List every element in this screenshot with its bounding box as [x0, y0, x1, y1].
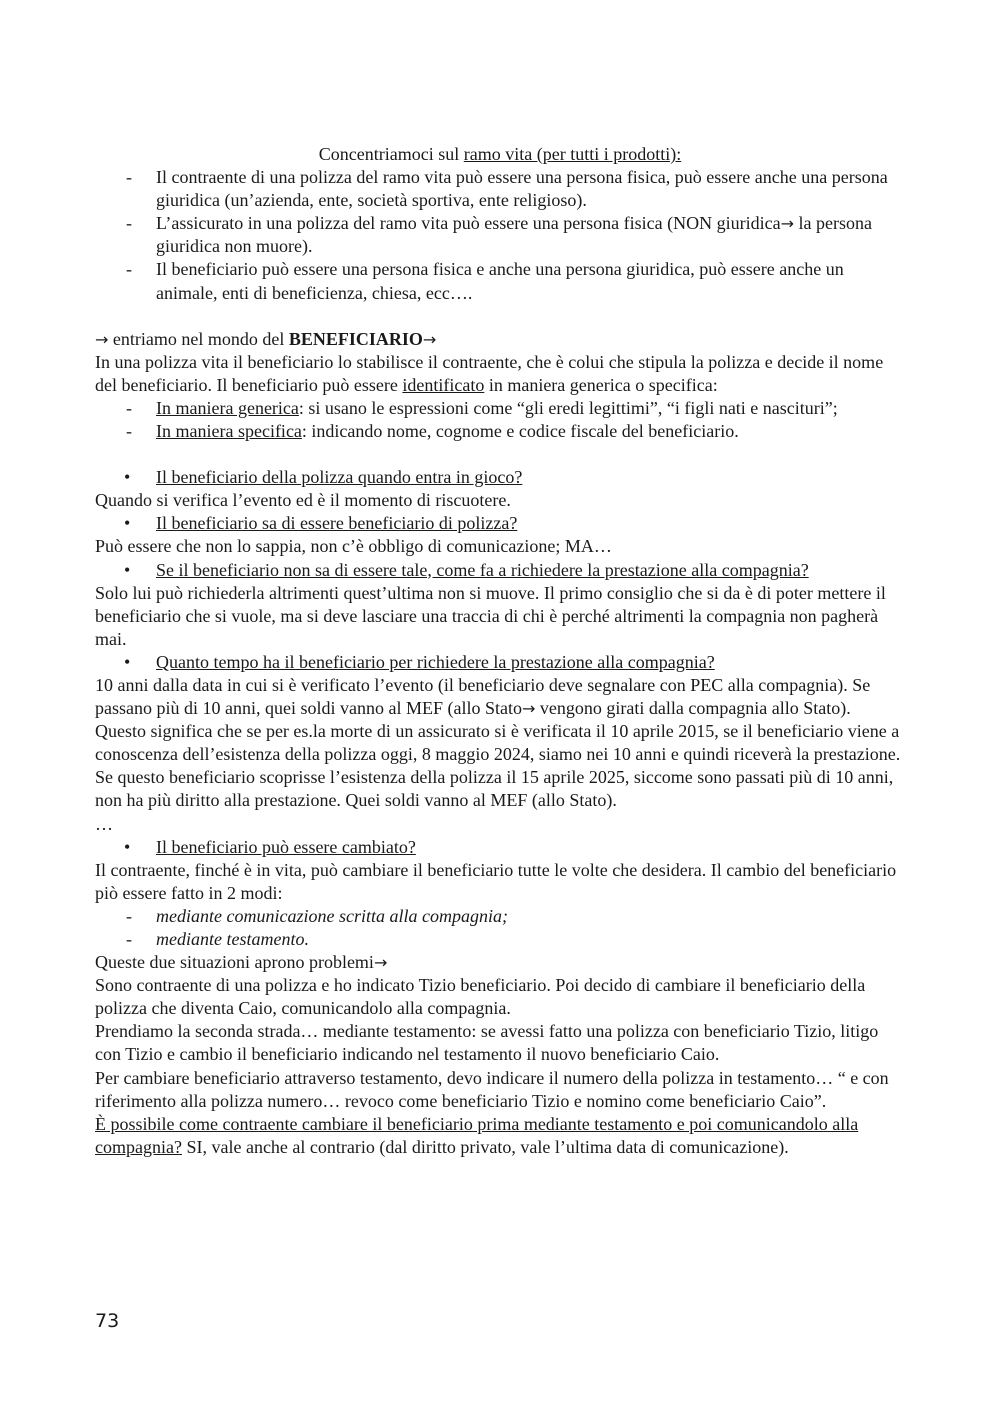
question-text: Il beneficiario può essere cambiato?: [156, 836, 416, 857]
paragraph: [95, 951, 905, 974]
question-text: Quanto tempo ha il beneficiario per richiedere la prestazione alla compagnia?: [156, 651, 715, 672]
paragraph-text: SI, vale anche al contrario (dal diritto privato, vale l’ultima data di comunicazione).: [181, 1136, 789, 1157]
paragraph-text: In una polizza vita il beneficiario lo stabilisce il contraente, che è colui che stipula la polizza e decide il nome del beneficiario. Il beneficiario può essere: [95, 351, 884, 395]
answer-paragraph: [95, 674, 905, 720]
section-heading: [95, 143, 905, 166]
question-item: [95, 651, 905, 674]
list-item: - mediante comunicazione scritta alla compagnia;: [95, 905, 905, 928]
question-item: [95, 466, 905, 489]
paragraph: [95, 1113, 905, 1159]
list-item-text: la persona giuridica non muore).: [156, 213, 872, 257]
paragraph-text: Queste due situazioni aprono problemi: [95, 952, 374, 973]
list-item-text: : indicando nome, cognome e codice fiscale del beneficiario.: [301, 421, 739, 442]
question-item: [95, 512, 905, 535]
answer-paragraph: Questo significa che se per es.la morte di un assicurato si è verificata il 10 aprile 2015, se il beneficiario viene a conoscenza dell’esistenza della polizza oggi, 8 maggio 2024, siamo nei 10 anni e quindi riceverà la prestazione. Se questo beneficiario scoprisse l’esistenza della polizza il 15 aprile 2025, siccome sono passati più di 10 anni, non ha più diritto alla prestazione. Quei soldi vanno al MEF (allo Stato).: [95, 721, 901, 811]
heading-text: Concentriamoci sul: [318, 144, 464, 164]
paragraph-text: in maniera generica o specifica:: [484, 374, 718, 395]
paragraph: [95, 351, 905, 397]
list-item: - Il contraente di una polizza del ramo vita può essere una persona fisica, può essere anche una persona giuridica (un’azienda, ente, società sportiva, ente religioso).: [95, 166, 905, 212]
heading-underlined: ramo vita (per tutti i prodotti):: [463, 144, 682, 164]
arrow-right-icon: →: [521, 699, 536, 719]
answer-paragraph: Può essere che non lo sappia, non c’è obbligo di comunicazione; MA…: [95, 536, 612, 557]
beneficiario-heading: [95, 328, 905, 351]
underlined-text: identificato: [402, 374, 485, 395]
answer-text: vengono girati dalla compagnia allo Stato).: [535, 698, 851, 719]
underlined-text: In maniera generica: [156, 397, 299, 418]
list-item: [95, 397, 905, 420]
arrow-right-icon: →: [780, 214, 795, 234]
paragraph: Prendiamo la seconda strada… mediante testamento: se avessi fatto una polizza con beneficiario Tizio, litigo con Tizio e cambio il beneficiario indicando nel testamento il nuovo beneficiario Caio.: [95, 1021, 879, 1065]
heading-bold: BENEFICIARIO: [288, 328, 423, 349]
list-item: - Il beneficiario può essere una persona fisica e anche una persona giuridica, può essere anche un animale, enti di beneficienza, chiesa, ecc….: [95, 258, 905, 304]
page-number: 73: [95, 1310, 120, 1332]
answer-text: 10 anni dalla data in cui si è verificato l’evento (il beneficiario deve segnalare con PEC alla compagnia). Se passano più di 10 anni, quei soldi vanno al MEF (allo Stato: [95, 674, 871, 719]
answer-paragraph: Quando si verifica l’evento ed è il momento di riscuotere.: [95, 490, 511, 511]
arrow-right-icon: →: [373, 953, 388, 973]
arrow-right-icon: →: [422, 329, 437, 349]
question-text: Il beneficiario della polizza quando entra in gioco?: [156, 467, 523, 488]
document-page: [95, 143, 905, 1159]
underlined-text: In maniera specifica: [156, 421, 302, 442]
question-item: [95, 559, 905, 582]
question-item: [95, 836, 905, 859]
list-item-text: : si usano le espressioni come “gli eredi legittimi”, “i figli nati e nascituri”;: [298, 397, 838, 418]
list-item: [95, 212, 905, 258]
list-item-text: L’assicurato in una polizza del ramo vita può essere una persona fisica (NON giuridica: [156, 213, 781, 234]
arrow-right-icon: →: [95, 329, 109, 349]
heading-text: entriamo nel mondo del: [108, 328, 289, 349]
paragraph: Per cambiare beneficiario attraverso testamento, devo indicare il numero della polizza in testamento… “ e con riferimento alla polizza numero… revoco come beneficiario Tizio e nomino come beneficiario Caio”.: [95, 1067, 889, 1111]
answer-paragraph: Il contraente, finché è in vita, può cambiare il beneficiario tutte le volte che desidera. Il cambio del beneficiario piò essere fatto in 2 modi:: [95, 859, 897, 903]
answer-paragraph: Solo lui può richiederla altrimenti quest’ultima non si muove. Il primo consiglio che si da è di poter mettere il beneficiario che si vuole, ma si deve lasciare una traccia di chi è perché altrimenti la compagnia non pagherà mai.: [95, 582, 886, 649]
ellipsis: …: [95, 813, 113, 834]
question-text: Il beneficiario sa di essere beneficiario di polizza?: [156, 513, 518, 534]
list-item: [95, 420, 905, 443]
list-item: - mediante testamento.: [95, 928, 905, 951]
question-text: Se il beneficiario non sa di essere tale, come fa a richiedere la prestazione alla compagnia?: [156, 559, 809, 580]
underlined-text: È possibile come contraente cambiare il beneficiario prima mediante testamento e poi comunicandolo alla compagnia?: [95, 1113, 859, 1157]
paragraph: Sono contraente di una polizza e ho indicato Tizio beneficiario. Poi decido di cambiare il beneficiario della polizza che diventa Caio, comunicandolo alla compagnia.: [95, 975, 866, 1019]
